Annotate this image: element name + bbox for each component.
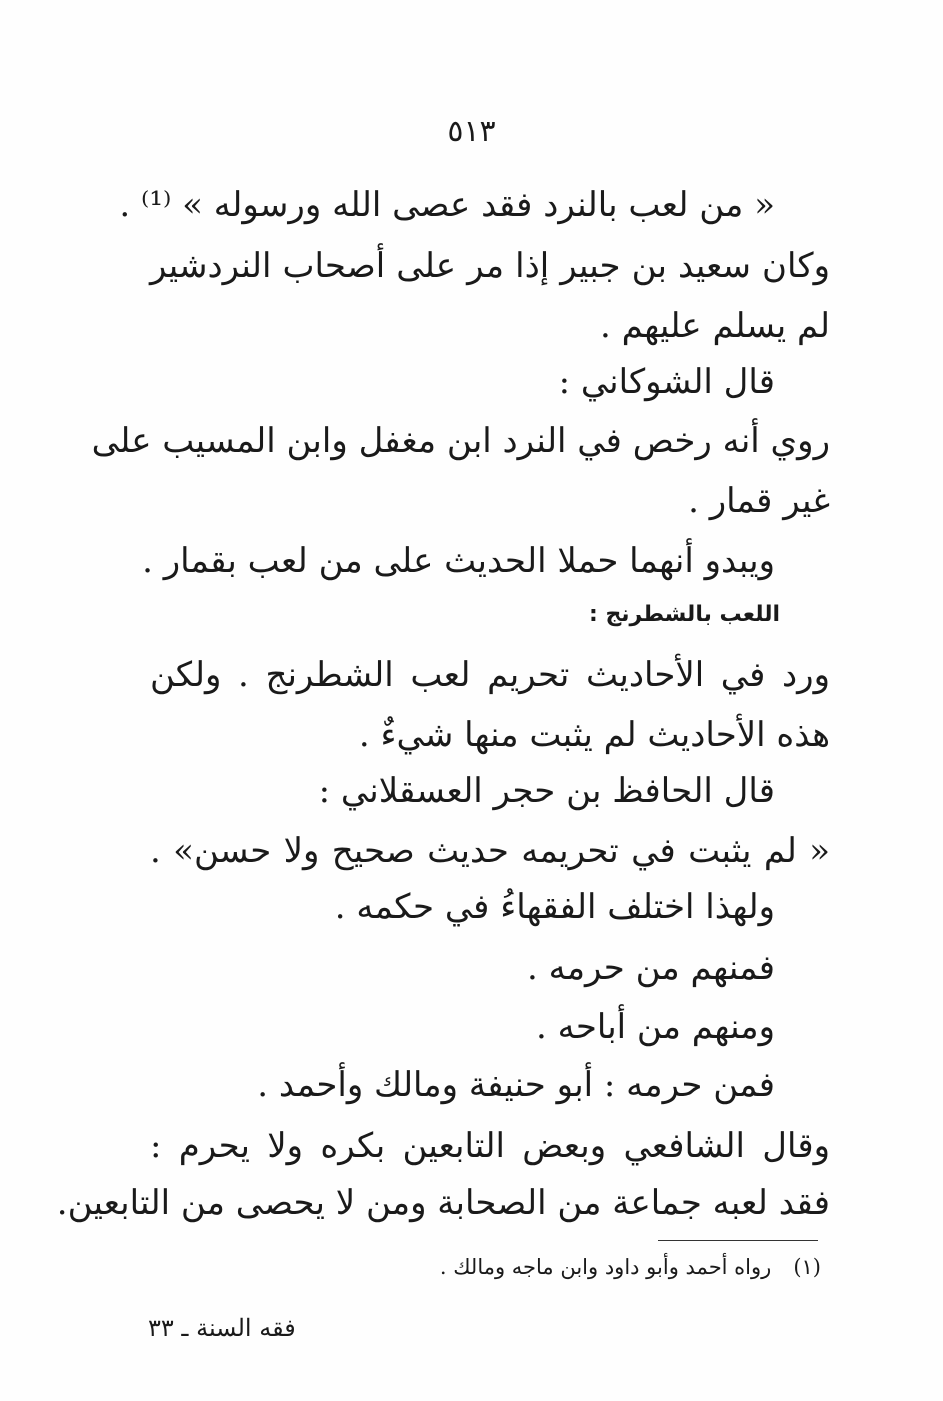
- footnote-number: (١): [793, 1255, 821, 1279]
- text-line-10: قال الحافظ بن حجر العسقلاني :: [318, 771, 775, 811]
- page-number: ٥١٣: [447, 114, 496, 149]
- text-line-5: روي أنه رخص في النرد ابن مغفل وابن المسيب على: [91, 421, 830, 461]
- text-line-1: « من لعب بالنرد فقد عصى الله ورسوله » ⁽¹⁾ .: [119, 185, 775, 225]
- text-line-13: فمنهم من حرمه .: [526, 948, 775, 988]
- text-line-3: لم يسلم عليهم .: [600, 306, 830, 346]
- book-footer: فقه السنة ـ ٣٣: [148, 1314, 296, 1342]
- footnote-text: رواه أحمد وأبو داود وابن ماجه ومالك .: [439, 1255, 772, 1279]
- text-line-4: قال الشوكاني :: [558, 362, 775, 402]
- text-line-9: هذه الأحاديث لم يثبت منها شيءٌ .: [358, 715, 830, 755]
- section-heading: اللعب بالشطرنج :: [588, 602, 780, 627]
- text-line-2: وكان سعيد بن جبير إذا مر على أصحاب النردشير: [150, 246, 830, 286]
- footnote: [440, 1252, 821, 1282]
- text-line-12: ولهذا اختلف الفقهاءُ في حكمه .: [334, 887, 775, 927]
- text-line-15: فمن حرمه : أبو حنيفة ومالك وأحمد .: [257, 1065, 775, 1105]
- text-line-16: وقال الشافعي وبعض التابعين بكره ولا يحرم :: [150, 1126, 830, 1166]
- text-line-7: ويبدو أنهما حملا الحديث على من لعب بقمار .: [142, 541, 775, 581]
- text-line-14: ومنهم من أباحه .: [535, 1007, 775, 1047]
- text-line-6: غير قمار .: [688, 481, 830, 521]
- text-line-17: فقد لعبه جماعة من الصحابة ومن لا يحصى من التابعين.: [56, 1183, 830, 1223]
- text-line-8: ورد في الأحاديث تحريم لعب الشطرنج . ولكن: [150, 655, 830, 695]
- footnote-divider: [658, 1240, 818, 1241]
- text-line-11: « لم يثبت في تحريمه حديث صحيح ولا حسن» .: [150, 831, 830, 871]
